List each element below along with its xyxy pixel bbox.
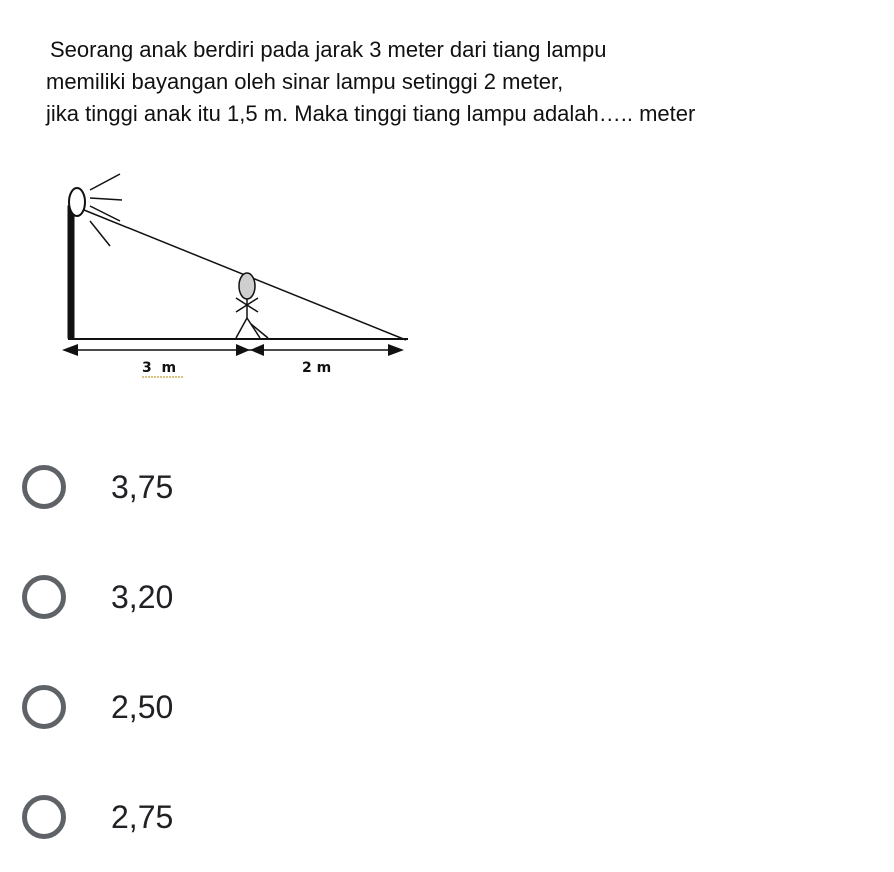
option-4[interactable]: [22, 762, 173, 872]
radio-button[interactable]: [22, 575, 66, 619]
option-1[interactable]: [22, 432, 173, 542]
option-label: 3,75: [111, 468, 174, 505]
arrow-mid-right-icon: [236, 344, 250, 356]
shadow-label: 2 m: [302, 360, 332, 376]
option-3[interactable]: [22, 652, 173, 762]
lamp-head-icon: [69, 188, 85, 216]
arrow-mid-left-icon: [250, 344, 264, 356]
radio-button[interactable]: [22, 465, 66, 509]
radio-button[interactable]: [22, 795, 66, 839]
option-label: 2,50: [111, 688, 174, 725]
option-label: 2,75: [111, 798, 174, 835]
answer-options: [22, 432, 173, 872]
arrow-left-icon: [62, 344, 78, 356]
light-rays-icon: [90, 174, 122, 246]
radio-button[interactable]: [22, 685, 66, 729]
question-text: [46, 34, 866, 130]
distance-label: 3 m: [142, 360, 177, 376]
lamp-post: [68, 206, 74, 338]
lamp-shadow-diagram: [50, 166, 420, 386]
question-line-2: memiliki bayangan oleh sinar lampu setinggi 2 meter,: [46, 69, 564, 94]
question-line-1: Seorang anak berdiri pada jarak 3 meter dari tiang lampu: [50, 37, 607, 62]
arrow-right-icon: [388, 344, 404, 356]
option-2[interactable]: [22, 542, 173, 652]
option-label: 3,20: [111, 578, 174, 615]
question-line-3: jika tinggi anak itu 1,5 m. Maka tinggi tiang lampu adalah….. meter: [46, 101, 696, 126]
